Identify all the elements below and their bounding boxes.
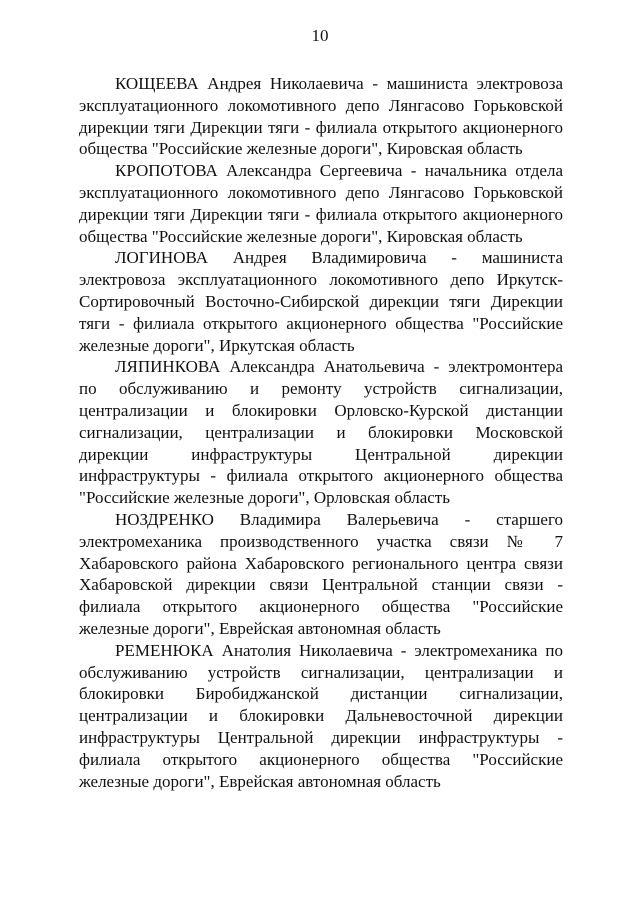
page-number: 10 xyxy=(311,26,329,45)
award-entry-nozdrenko: НОЗДРЕНКО Владимира Валерьевича - старшего электромеханика производственного участка связи № 7 Хабаровского района Хабаровского регионального центра связи Хабаровской дирекции связи Центральной станции связи - филиала открытого акционерного общества "Российские железные дороги", Еврейская автономная область xyxy=(79,509,563,638)
award-entry-kropotov: КРОПОТОВА Александра Сергеевича - начальника отдела эксплуатационного локомотивного депо Лянгасово Горьковской дирекции тяги Дирекции тяги - филиала открытого акционерного общества "Российские железные дороги", Кировская область xyxy=(79,161,563,246)
award-list xyxy=(79,73,563,792)
award-entry-remenyuk: РЕМЕНЮКА Анатолия Николаевича - электромеханика по обслуживанию устройств сигнализации, централизации и блокировки Биробиджанской дистанции сигнализации, централизации и блокировки Дальневосточной дирекции инфраструктуры Центральной дирекции инфраструктуры - филиала открытого акционерного общества "Российские железные дороги", Еврейская автономная область xyxy=(79,640,563,791)
award-entry-koshcheev: КОЩЕЕВА Андрея Николаевича - машиниста электровоза эксплуатационного локомотивного депо Лянгасово Горьковской дирекции тяги Дирекции тяги - филиала открытого акционерного общества "Российские железные дороги", Кировская область xyxy=(79,74,563,159)
award-entry-loginov: ЛОГИНОВА Андрея Владимировича - машиниста электровоза эксплуатационного локомотивного депо Иркутск-Сортировочный Восточно-Сибирской дирекции тяги Дирекции тяги - филиала открытого акционерного общества "Российские железные дороги", Иркутская область xyxy=(79,248,563,355)
award-entry-lyapinkov: ЛЯПИНКОВА Александра Анатольевича - электромонтера по обслуживанию и ремонту устройств сигнализации, централизации и блокировки Орловско-Курской дистанции сигнализации, централизации и блокировки Московской дирекции инфраструктуры Центральной дирекции инфраструктуры - филиала открытого акционерного общества "Российские железные дороги", Орловская область xyxy=(79,357,563,508)
